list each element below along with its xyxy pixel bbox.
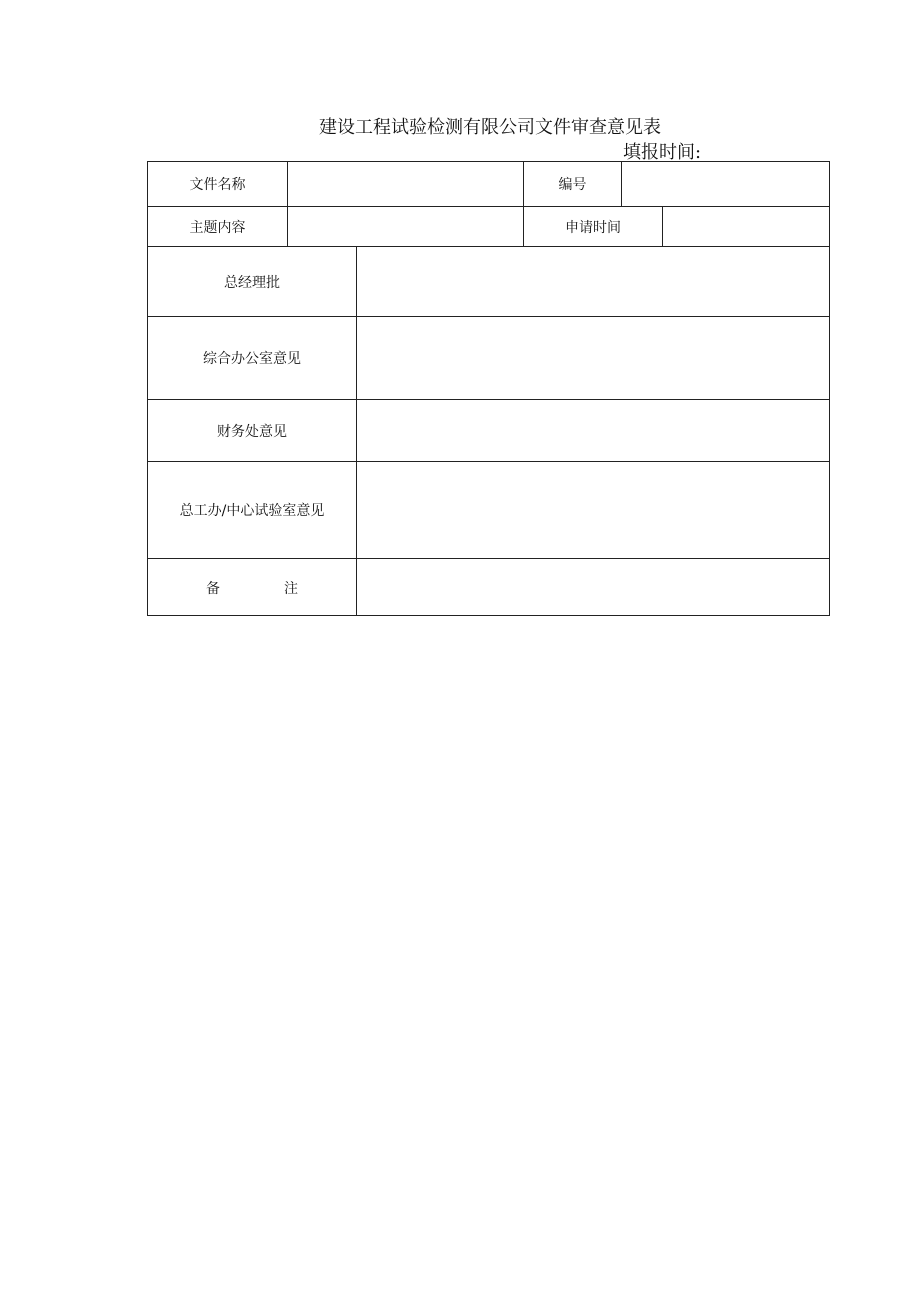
- remark-label-right: 注: [284, 580, 298, 597]
- remark-field[interactable]: [357, 559, 830, 616]
- general-manager-approval-field[interactable]: [357, 247, 830, 316]
- remark-label-text: [206, 578, 298, 598]
- fill-time-label: 填报时间:: [623, 142, 702, 163]
- number-label: 编号: [558, 177, 587, 193]
- finance-opinion-field[interactable]: [357, 400, 830, 461]
- file-name-field[interactable]: [288, 162, 523, 206]
- finance-opinion-label: 财务处意见: [217, 423, 287, 440]
- general-office-opinion-field[interactable]: [357, 317, 830, 399]
- general-office-opinion-label: 综合办公室意见: [203, 351, 301, 367]
- number-field[interactable]: [622, 162, 830, 206]
- subject-label: 主题内容: [189, 219, 246, 236]
- general-manager-approval-label: 总经理批: [224, 274, 280, 291]
- document-title: 建设工程试验检测有限公司文件审查意见表: [319, 117, 661, 138]
- remark-label-left: 备: [206, 580, 220, 597]
- apply-time-label: 申请时间: [565, 219, 621, 236]
- chief-engineer-lab-opinion-field[interactable]: [357, 462, 830, 558]
- remark-label: [148, 559, 356, 616]
- review-form-table: [147, 161, 830, 616]
- apply-time-field[interactable]: [663, 207, 830, 246]
- file-name-label: 文件名称: [189, 177, 246, 193]
- subject-field[interactable]: [288, 207, 523, 246]
- chief-engineer-lab-opinion-label: 总工办/中心试验室意见: [179, 503, 325, 519]
